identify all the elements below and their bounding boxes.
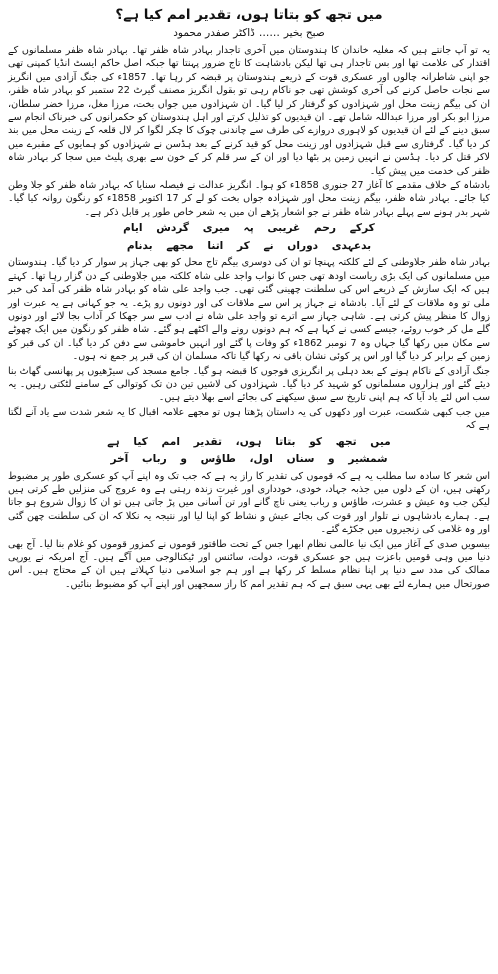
paragraph: میں جب کبھی شکست، عبرت اور دکھوں کی یہ داستان پڑھتا ہوں تو مجھے علامہ اقبال کا یہ شعر شدت سے یاد آنے لگتا ہے کہ bbox=[8, 406, 490, 432]
verse-line: میں تجھ کو بتاتا ہوں، تقدیر امم کیا ہے bbox=[107, 435, 391, 448]
byline-separator: …… bbox=[258, 27, 280, 39]
byline-label: صبح بخیر bbox=[283, 27, 325, 39]
article-title: میں تجھ کو بتاتا ہوں، تقدیر امم کیا ہے؟ bbox=[115, 7, 383, 23]
verse-line: کرکے رحم غریبی پہ میری گردش ایام bbox=[123, 222, 375, 235]
byline bbox=[8, 26, 490, 40]
verse-line: بدعہدی دوراں نے کر اتنا مجھے بدنام bbox=[126, 239, 372, 252]
verse-line: شمشیر و سناں اول، طاؤس و رباب آخر bbox=[110, 453, 388, 466]
paragraph: اس شعر کا سادہ سا مطلب یہ ہے کہ قوموں کی تقدیر کا راز یہ ہے کہ جب تک وہ اپنے آپ کو عسکری طور پر مضبوط رکھتی ہیں، ان کے دلوں میں جذبہ جہاد، خودی، خودداری اور غیرت زندہ رہتی ہے وہ عروج کی منزلیں طے کرتی ہیں لیکن جب وہ عیش و عشرت، طاؤس و رباب یعنی ناچ گانے اور تن آسانی میں پڑ جاتی ہیں تو ان کا زوال شروع ہو جاتا ہے۔ ہمارے بادشاہوں نے تلوار اور قوت کی بجائے عیش و نشاط کو اپنا لیا اور نتیجہ یہ نکلا کہ ان کی سلطنت چھن گئی اور وہ غلامی کی زنجیروں میں جکڑے گئے۔ bbox=[8, 470, 490, 536]
author-name: ڈاکٹر صفدر محمود bbox=[173, 27, 255, 39]
paragraph: جنگ آزادی کے ناکام ہونے کے بعد دہلی پر انگریزی فوجوں کا قبضہ ہو گیا۔ جامع مسجد کی سیڑھیوں پر پھانسی گھاٹ بنا دیئے گئے اور ہزاروں مسلمانوں کو شہید کر دیا گیا۔ شہزادوں کی لاشیں تین دن تک کوتوالی کے سامنے لٹکتی رہیں۔ یہ سب اس لئے یاد آیا کہ ہم اپنی تاریخ سے سبق سیکھنے کی بجائے اسے بھلا دیتے ہیں۔ bbox=[8, 365, 490, 404]
paragraph: بیسویں صدی کے آغاز میں ایک نیا عالمی نظام ابھرا جس کے تحت طاقتور قوموں نے کمزور قوموں کو غلام بنا لیا۔ آج بھی دنیا میں وہی قومیں باعزت ہیں جو عسکری قوت، دولت، سائنس اور ٹیکنالوجی میں آگے ہیں۔ آج امریکہ نے یورپی ممالک کی مدد سے دنیا پر اپنا نظام مسلط کر رکھا ہے اور ہم جو اسلامی دنیا کہلاتے ہیں ان کے محتاج ہیں۔ اس صورتحال میں ہمارے لئے بھی یہی سبق ہے کہ ہم تقدیر امم کا راز سمجھیں اور اپنے آپ کو مضبوط بنائیں۔ bbox=[8, 538, 490, 590]
paragraph: یہ تو آپ جانتے ہیں کہ مغلیہ خاندان کا ہندوستان میں آخری تاجدار بہادر شاہ ظفر تھا۔ بہادر شاہ ظفر مسلمانوں کے اقتدار کی علامت تھا اور بس تاجدار ہی تھا لیکن بادشاہت کا تاج ضرور پہنتا تھا جبکہ اصل حاکم ایسٹ انڈیا کمپنی تھی جو اپنی شاطرانہ چالوں اور عسکری قوت کے ذریعے ہندوستان پر قبضہ کر رہا تھا۔ 1857ء کی جنگ آزادی میں انگریز سے نجات حاصل کرنے کی آخری کوشش تھی جو ناکام رہی تو بقول انگریز مصنف گیرٹ 22 ستمبر کو بہادر شاہ ظفر، ان کی بیگم زینت محل اور شہزادوں کو گرفتار کر لیا گیا۔ ان شہزادوں میں جواں بخت، مرزا مغل، مرزا خضر سلطان، مرزا ابو بکر اور مرزا عبداللہ شامل تھے۔ ان قیدیوں کو تذلیل کرتے اور اہل ہندوستان کو حکمرانوں کی خبرناک انجام سے سبق دینے کے لئے ان قیدیوں کو لاہوری دروازے کی طرف سے چاندنی چوک کا چکر لگوا کر لال قلعہ کے زینت محل میں بند کر دیا گیا۔ گرفتاری سے قبل شہزادوں اور زینت محل کو قید کرنے کے بعد ہڈسن نے شہزادوں کو ہمایوں کے مقبرے میں لاکر قتل کر دیا۔ ہڈسن نے انہیں زمین پر بٹھا دیا اور ان کے سر قلم کر کے خون سے بھری پلیٹ میں سجا کر بہادر شاہ ظفر کی خدمت میں پیش کیا۔ bbox=[8, 45, 490, 177]
paragraph: بادشاہ کے خلاف مقدمے کا آغاز 27 جنوری 1858ء کو ہوا۔ انگریز عدالت نے فیصلہ سنایا کہ بہادر شاہ ظفر کو جلا وطن کیا جائے۔ بہادر شاہ ظفر، بیگم زینت محل اور شہزادہ جواں بخت کو لے کر 17 اکتوبر 1858ء کو رنگون روانہ کیا گیا۔ شہر بدر ہونے سے پہلے بہادر شاہ ظفر نے جو اشعار پڑھے ان میں یہ شعر خاص طور پر قابل ذکر ہے۔ bbox=[8, 180, 490, 218]
paragraph: بہادر شاہ ظفر جلاوطنی کے لئے کلکتہ پہنچا تو ان کی دوسری بیگم تاج محل کو بھی جہاز پر سوار کر دیا گیا۔ ہندوستان میں مسلمانوں کی ایک بڑی ریاست اودھ تھی جس کا نواب واجد علی شاہ کلکتہ میں جلاوطنی کے دن گزار رہا تھا۔ کہتے ہیں کہ ایک سازش کے ذریعے اس کی سلطنت چھینی گئی تھی۔ جب واجد علی شاہ کو بہادر شاہ ظفر کی آمد کی خبر ملی تو وہ ملاقات کے لئے آیا۔ بادشاہ نے جہاز پر اس سے ملاقات کی اور دونوں رو پڑے۔ یہ جو کہانی ہے یہ عبرت اور زوال کا منظر پیش کرتی ہے۔ شاہی جہاز سے اترے تو واجد علی شاہ نے ادب سے سر جھکا کر آداب بجا لائے اور دونوں گلے مل کر خوب روئے، جیسے کسی نے کہا ہے کہ ہم دونوں رونے والے اکٹھے ہو گئے۔ شاہ ظفر کو رنگون میں ایک چھوٹے سے مکان میں رکھا گیا جہاں وہ 7 نومبر 1862ء کو وفات پا گئے اور انہیں خاموشی سے دفن کر دیا گیا۔ ان کی قبر کو زمین کے برابر کر دیا گیا اور اس پر کوئی نشان باقی نہ رکھا گیا تاکہ مسلمان ان کی قبر پر جمع نہ ہوں۔ bbox=[8, 257, 490, 363]
